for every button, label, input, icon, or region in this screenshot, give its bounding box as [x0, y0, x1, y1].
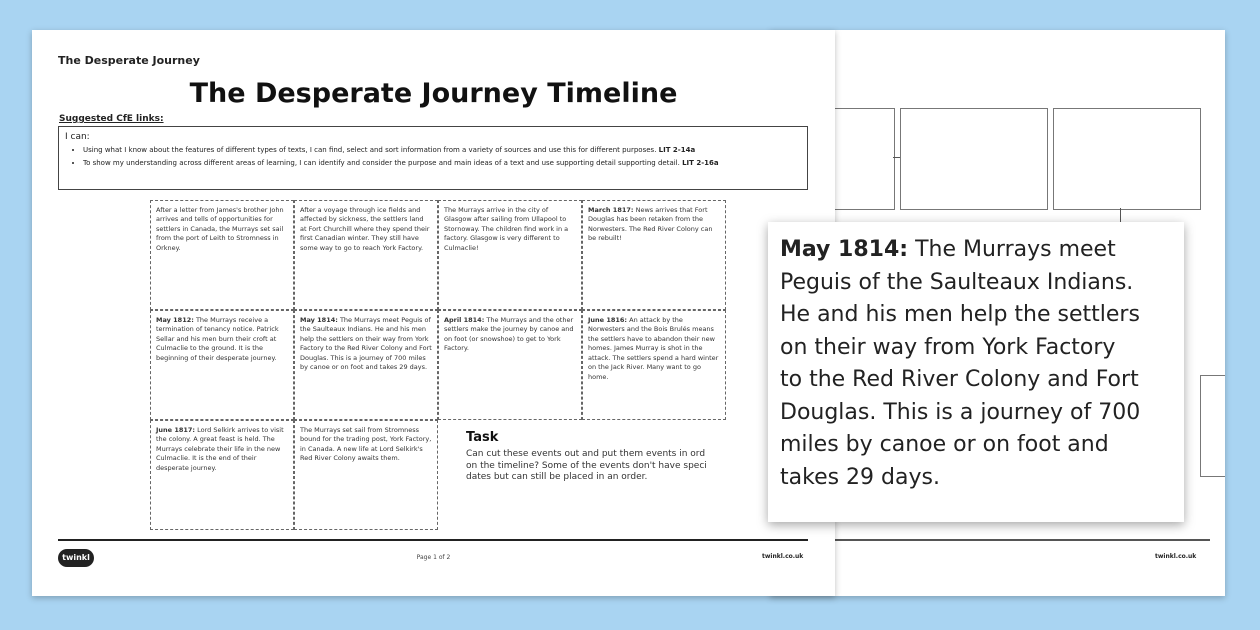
zoom-line: May 1814: The Murrays meet — [780, 237, 1116, 262]
task-text-line: on the timeline? Some of the events don't have speci — [466, 460, 707, 471]
zoom-line: Douglas. This is a journey of 700 — [780, 399, 1141, 425]
event-card: After a voyage through ice fields and affected by sickness, the settlers land at Fort Churchill where they spend their first Canadian winter. They still have some way to go to reach York Factory. — [294, 200, 438, 310]
timeline-box — [1200, 375, 1225, 477]
timeline-connector — [1120, 208, 1121, 222]
timeline-box — [900, 108, 1048, 210]
zoom-date: May 1814: — [780, 237, 909, 262]
cfe-links-box — [58, 126, 808, 190]
zoomed-event-card — [768, 222, 1184, 522]
zoom-line: on their way from York Factory — [780, 334, 1116, 360]
task-text-line: Can cut these events out and put them events in ord — [466, 448, 706, 459]
front-page-sheet — [32, 30, 835, 596]
cfe-intro: I can: — [65, 132, 90, 142]
back-footer-line — [785, 539, 1210, 541]
back-footer-site: twinkl.co.uk — [1155, 553, 1197, 560]
event-card: March 1817: News arrives that Fort Douglas has been retaken from the Norwesters. The Red River Colony can be rebuilt! — [582, 200, 726, 310]
zoom-line: takes 29 days. — [780, 464, 940, 490]
document-title: The Desperate Journey Timeline — [189, 78, 678, 109]
page-number: Page 1 of 2 — [416, 554, 451, 561]
event-card: June 1816: An attack by the Norwesters and the Bois Brulés means the settlers have to abandon their new homes. James Murray is shot in the attack. The settlers spend a hard winter on the Jack River. Many want to go home. — [582, 310, 726, 420]
event-card: The Murrays set sail from Stromness bound for the trading post, York Factory, in Canada. A new life at Lord Selkirk's Red River Colony awaits them. — [294, 420, 438, 530]
task-text-line: dates but can still be placed in an order. — [466, 472, 648, 483]
event-card: The Murrays arrive in the city of Glasgow after sailing from Ullapool to Stornoway. The children find work in a factory. Glasgow is very different to Culmaclie! — [438, 200, 582, 310]
zoom-line: to the Red River Colony and Fort — [780, 367, 1139, 392]
footer-line — [58, 539, 808, 541]
cfe-item: • Using what I know about the features of different types of texts, I can find, select and sort information from a variety of sources and use this for different purposes. LIT 2-14a — [83, 146, 801, 155]
event-card: May 1812: The Murrays receive a termination of tenancy notice. Patrick Sellar and his men burn their croft at Culmaclie to the ground. It is the beginning of their desperate journey. — [150, 310, 294, 420]
event-card: May 1814: The Murrays meet Peguis of the Saulteaux Indians. He and his men help the settlers on their way from York Factory to the Red River Colony and Fort Douglas. This is a journey of 700 miles by canoe or on foot and takes 29 days. — [294, 310, 438, 420]
zoom-line: Peguis of the Saulteaux Indians. — [780, 269, 1134, 295]
document-subtitle: The Desperate Journey — [58, 54, 200, 67]
event-card: After a letter from James's brother John arrives and tells of opportunities for settlers in Canada, the Murrays set sail from the port of Leith to Stromness in Orkney. — [150, 200, 294, 310]
zoom-line: miles by canoe or on foot and — [780, 432, 1109, 457]
timeline-arrow — [893, 157, 900, 158]
cfe-heading: Suggested CfE links: — [59, 114, 164, 124]
twinkl-logo: twinkl — [58, 549, 94, 567]
event-card: April 1814: The Murrays and the other settlers make the journey by canoe and on foot (or snowshoe) to get to York Factory. — [438, 310, 582, 420]
event-card: June 1817: Lord Selkirk arrives to visit the colony. A great feast is held. The Murrays celebrate their life in the new Culmaclie. It is the end of their desperate journey. — [150, 420, 294, 530]
event-cards-grid — [150, 200, 726, 530]
timeline-box — [1053, 108, 1201, 210]
task-heading: Task — [466, 430, 499, 445]
footer-site: twinkl.co.uk — [762, 553, 804, 560]
cfe-item: • To show my understanding across different areas of learning, I can identify and consider the purpose and main ideas of a text and use supporting detail supporting detail. LIT 2-16a — [83, 159, 801, 168]
task-section — [438, 420, 726, 530]
zoom-line: He and his men help the settlers — [780, 302, 1140, 327]
